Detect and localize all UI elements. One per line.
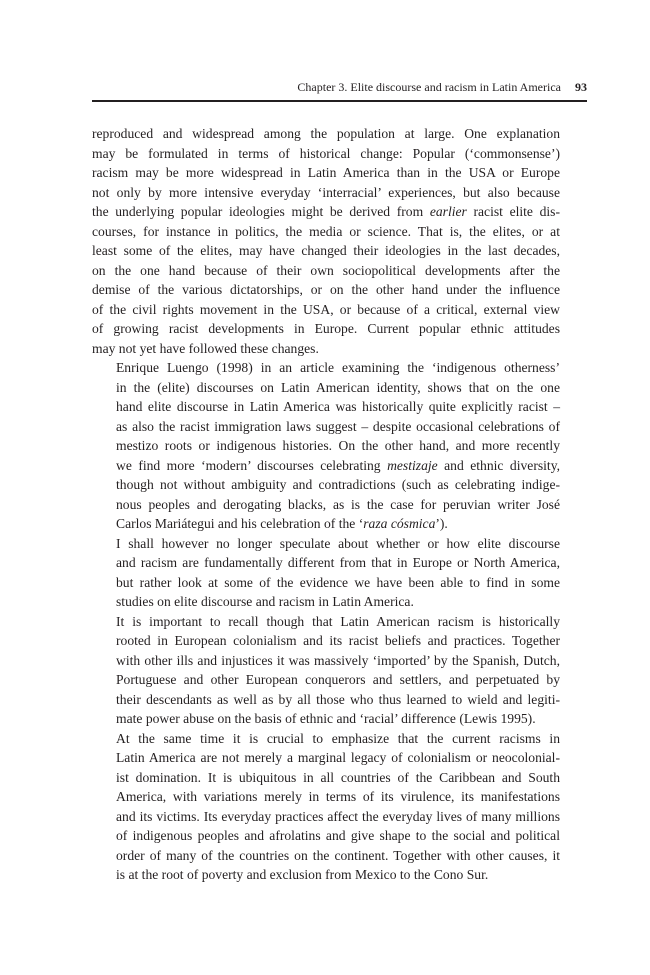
text-line: order of many of the countries on the continent. Together with other causes, it [116, 847, 560, 863]
paragraph [92, 124, 560, 358]
running-head [92, 79, 587, 95]
text-line: America, with variations merely in terms of its virulence, its manifestations [116, 789, 560, 804]
text-line: At the same time it is crucial to emphasize that the current racisms in [116, 730, 560, 746]
text-line: hand elite discourse in Latin America was historically quite explicitly racist – [116, 399, 560, 414]
text-line: mate power abuse on the basis of ethnic and ‘racial’ difference (Lewis 1995). [116, 711, 536, 726]
running-title: Chapter 3. Elite discourse and racism in Latin America [297, 80, 561, 94]
text-line: on the one hand because of their own sociopolitical developments after the [92, 262, 560, 278]
text-line: It is important to recall though that Latin American racism is historically [116, 613, 560, 629]
text-line: mestizo roots or indigenous histories. On the other hand, and more recently [116, 438, 560, 453]
text-line: nous peoples and derogating blacks, as is the case for peruvian writer José [116, 496, 560, 512]
text-line: of indigenous peoples and afrolatins and give shape to the social and political [116, 828, 560, 843]
text-line: we find more ‘modern’ discourses celebrating mestizaje and ethnic diversity, [116, 457, 561, 473]
text-line: may be formulated in terms of historical change: Popular (‘commonsense’) [92, 145, 560, 161]
text-line: least some of the elites, may have changed their ideologies in the last decades, [92, 243, 560, 258]
text-line: Latin America are not merely a marginal legacy of colonialism or neocolonial- [116, 750, 560, 765]
text-line: Carlos Mariátegui and his celebration of the ‘raza cósmica’). [116, 516, 448, 531]
text-line: the underlying popular ideologies might be derived from earlier racist elite dis- [92, 204, 560, 219]
text-line: but rather look at some of the evidence we have been able to find in some [116, 574, 560, 590]
text-line: courses, for instance in politics, the media or science. That is, the elites, or at [92, 223, 560, 239]
text-line: as also the racist immigration laws suggest – despite occasional celebrations of [116, 418, 560, 434]
text-line: their descendants as well as by all those who thus learned to wield and legiti- [116, 691, 560, 707]
page-number: 93 [575, 80, 587, 94]
text-line: and racism are fundamentally different from that in Europe or North America, [116, 555, 560, 570]
text-line: not only by more intensive everyday ‘interracial’ experiences, but also because [92, 184, 560, 200]
text-line: Enrique Luengo (1998) in an article examining the ‘indigenous otherness’ [116, 360, 560, 375]
text-line: rooted in European colonialism and its racist beliefs and practices. Together [116, 633, 560, 648]
paragraph [92, 612, 560, 729]
text-line: racism may be more widespread in Latin America than in the USA or Europe [92, 165, 560, 180]
text-line: is at the root of poverty and exclusion from Mexico to the Cono Sur. [116, 867, 489, 882]
text-line: Portuguese and other European conquerors and settlers, and perpetuated by [116, 672, 560, 687]
text-line: of growing racist developments in Europe. Current popular ethnic attitudes [92, 321, 560, 336]
text-line: demise of the various dictatorships, or on the other hand under the influence [92, 282, 560, 297]
text-line: of the civil rights movement in the USA, or because of a critical, external view [92, 301, 560, 317]
text-line: though not without ambiguity and contradictions (such as celebrating indige- [116, 477, 560, 492]
paragraph [92, 534, 560, 612]
text-line: ist domination. It is ubiquitous in all countries of the Caribbean and South [116, 769, 560, 785]
text-line: studies on elite discourse and racism in Latin America. [116, 594, 414, 609]
paragraph [92, 358, 560, 534]
text-line: in the (elite) discourses on Latin American identity, shows that on the one [116, 379, 560, 395]
text-line: and its victims. Its everyday practices affect the everyday lives of many millions [116, 808, 560, 824]
text-line: may not yet have followed these changes. [92, 340, 319, 356]
body-text [92, 124, 560, 885]
paragraph [92, 729, 560, 885]
header-rule [92, 100, 587, 102]
text-line: I shall however no longer speculate about whether or how elite discourse [116, 535, 560, 551]
text-line: reproduced and widespread among the population at large. One explanation [92, 126, 560, 141]
text-line: with other ills and injustices it was massively ‘imported’ by the Spanish, Dutch, [116, 652, 560, 668]
